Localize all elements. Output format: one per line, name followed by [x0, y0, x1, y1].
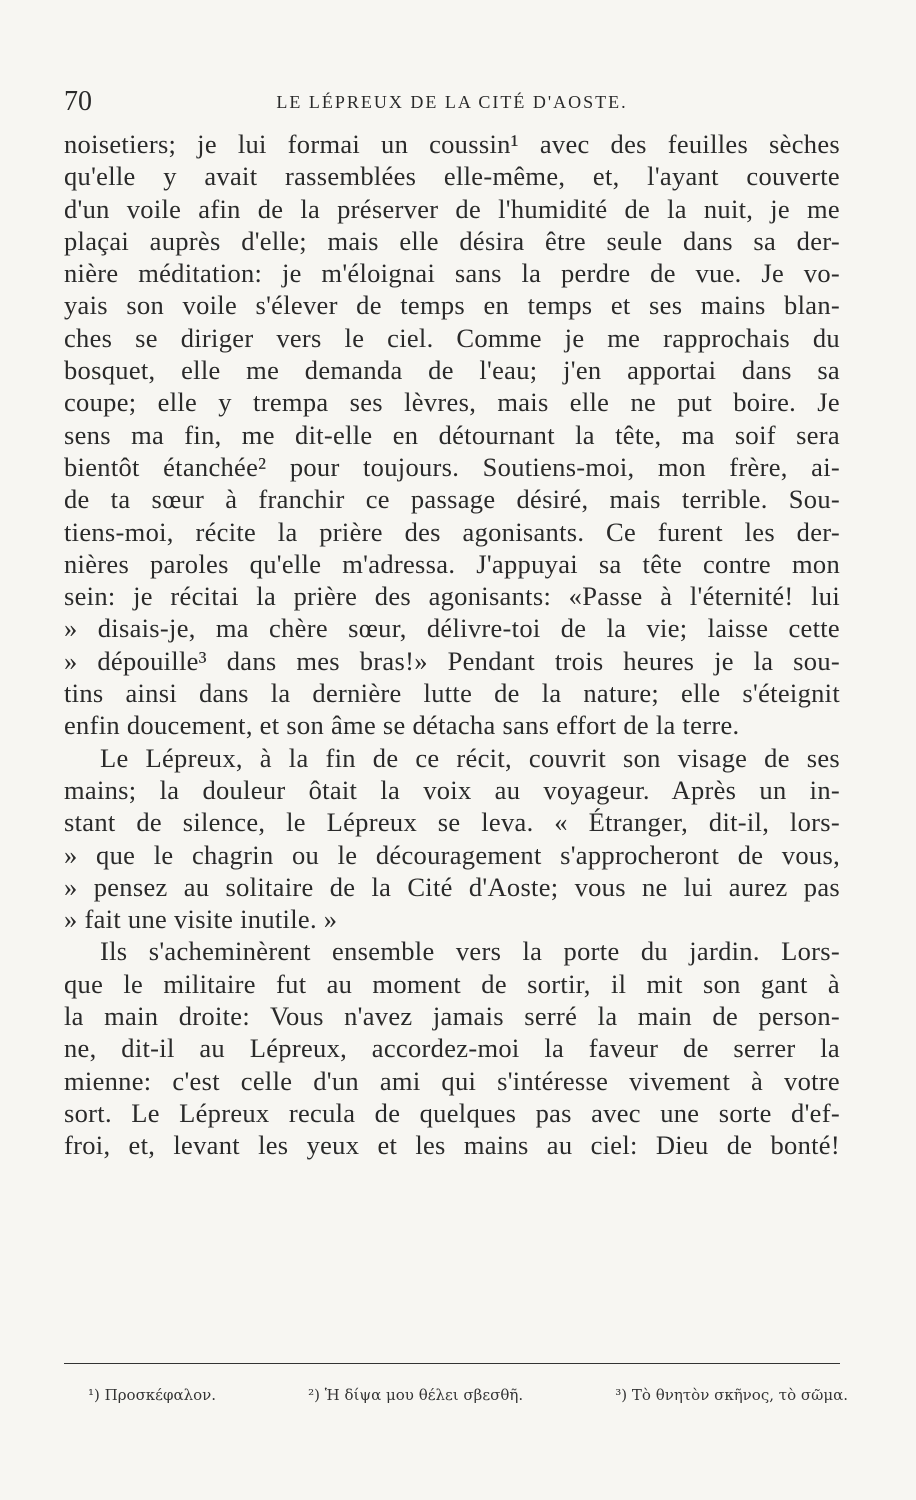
- text-line: » que le chagrin ou le découragement s'approcheront de vous,: [64, 839, 840, 870]
- footnotes: [88, 1386, 848, 1404]
- text-line: sort. Le Lépreux recula de quelques pas avec une sorte d'ef-: [64, 1097, 840, 1128]
- text-line: tiens-moi, récite la prière des agonisants. Ce furent les der-: [64, 516, 840, 547]
- text-line: que le militaire fut au moment de sortir, il mit son gant à: [64, 968, 840, 999]
- text-line: d'un voile afin de la préserver de l'humidité de la nuit, je me: [64, 193, 840, 224]
- footnote-1: ¹) Προσκέφαλον.: [88, 1386, 217, 1404]
- text-line: sein: je récitai la prière des agonisants: «Passe à l'éternité! lui: [64, 581, 840, 612]
- text-line: mains; la douleur ôtait la voix au voyageur. Après un in-: [64, 774, 840, 805]
- text-line: la main droite: Vous n'avez jamais serré la main de person-: [64, 1001, 840, 1032]
- text-line: froi, et, levant les yeux et les mains au ciel: Dieu de bonté!: [64, 1130, 840, 1161]
- text-line: qu'elle y avait rassemblées elle-même, et, l'ayant couverte: [64, 161, 840, 192]
- text-line: Ils s'acheminèrent ensemble vers la porte du jardin. Lors-: [100, 936, 840, 967]
- text-line: plaçai auprès d'elle; mais elle désira être seule dans sa der-: [64, 225, 840, 256]
- text-line: » dépouille³ dans mes bras!» Pendant trois heures je la sou-: [64, 645, 840, 676]
- text-line: nière méditation: je m'éloignai sans la perdre de vue. Je vo-: [64, 258, 840, 289]
- text-line: mienne: c'est celle d'un ami qui s'intéresse vivement à votre: [64, 1065, 840, 1096]
- text-line: enfin doucement, et son âme se détacha sans effort de la terre.: [64, 710, 740, 741]
- footnote-2: ²) Ἡ δίψα μου θέλει σβεσθῆ.: [308, 1386, 524, 1404]
- text-line: Le Lépreux, à la fin de ce récit, couvrit son visage de ses: [100, 742, 840, 773]
- text-line: » fait une visite inutile. »: [64, 904, 338, 935]
- running-head: [64, 86, 840, 120]
- text-line: coupe; elle y trempa ses lèvres, mais elle ne put boire. Je: [64, 387, 840, 418]
- page-number: 70: [64, 86, 92, 117]
- text-line: nières paroles qu'elle m'adressa. J'appuyai sa tête contre mon: [64, 548, 840, 579]
- text-line: de ta sœur à franchir ce passage désiré, mais terrible. Sou-: [64, 484, 840, 515]
- text-line: bosquet, elle me demanda de l'eau; j'en apportai dans sa: [64, 355, 840, 386]
- text-line: stant de silence, le Lépreux se leva. « Étranger, dit-il, lors-: [64, 807, 840, 838]
- text-line: bientôt étanchée² pour toujours. Soutiens-moi, mon frère, ai-: [64, 451, 840, 482]
- text-line: noisetiers; je lui formai un coussin¹ avec des feuilles sèches: [64, 129, 840, 159]
- text-line: ches se diriger vers le ciel. Comme je me rapprochais du: [64, 322, 840, 353]
- text-line: sens ma fin, me dit-elle en détournant la tête, ma soif sera: [64, 419, 840, 450]
- footnote-rule: [64, 1363, 840, 1364]
- running-title: LE LÉPREUX DE LA CITÉ D'AOSTE.: [276, 92, 628, 112]
- footnote-3: ³) Τὸ θνητὸν σκῆνος, τὸ σῶμα.: [615, 1386, 848, 1404]
- text-line: ne, dit-il au Lépreux, accordez-moi la faveur de serrer la: [64, 1033, 840, 1064]
- text-line: yais son voile s'élever de temps en temps et ses mains blan-: [64, 290, 840, 321]
- text-line: » disais-je, ma chère sœur, délivre-toi de la vie; laisse cette: [64, 613, 840, 644]
- text-line: tins ainsi dans la dernière lutte de la nature; elle s'éteignit: [64, 678, 840, 709]
- body-text: [64, 128, 840, 1162]
- text-line: » pensez au solitaire de la Cité d'Aoste; vous ne lui aurez pas: [64, 871, 840, 902]
